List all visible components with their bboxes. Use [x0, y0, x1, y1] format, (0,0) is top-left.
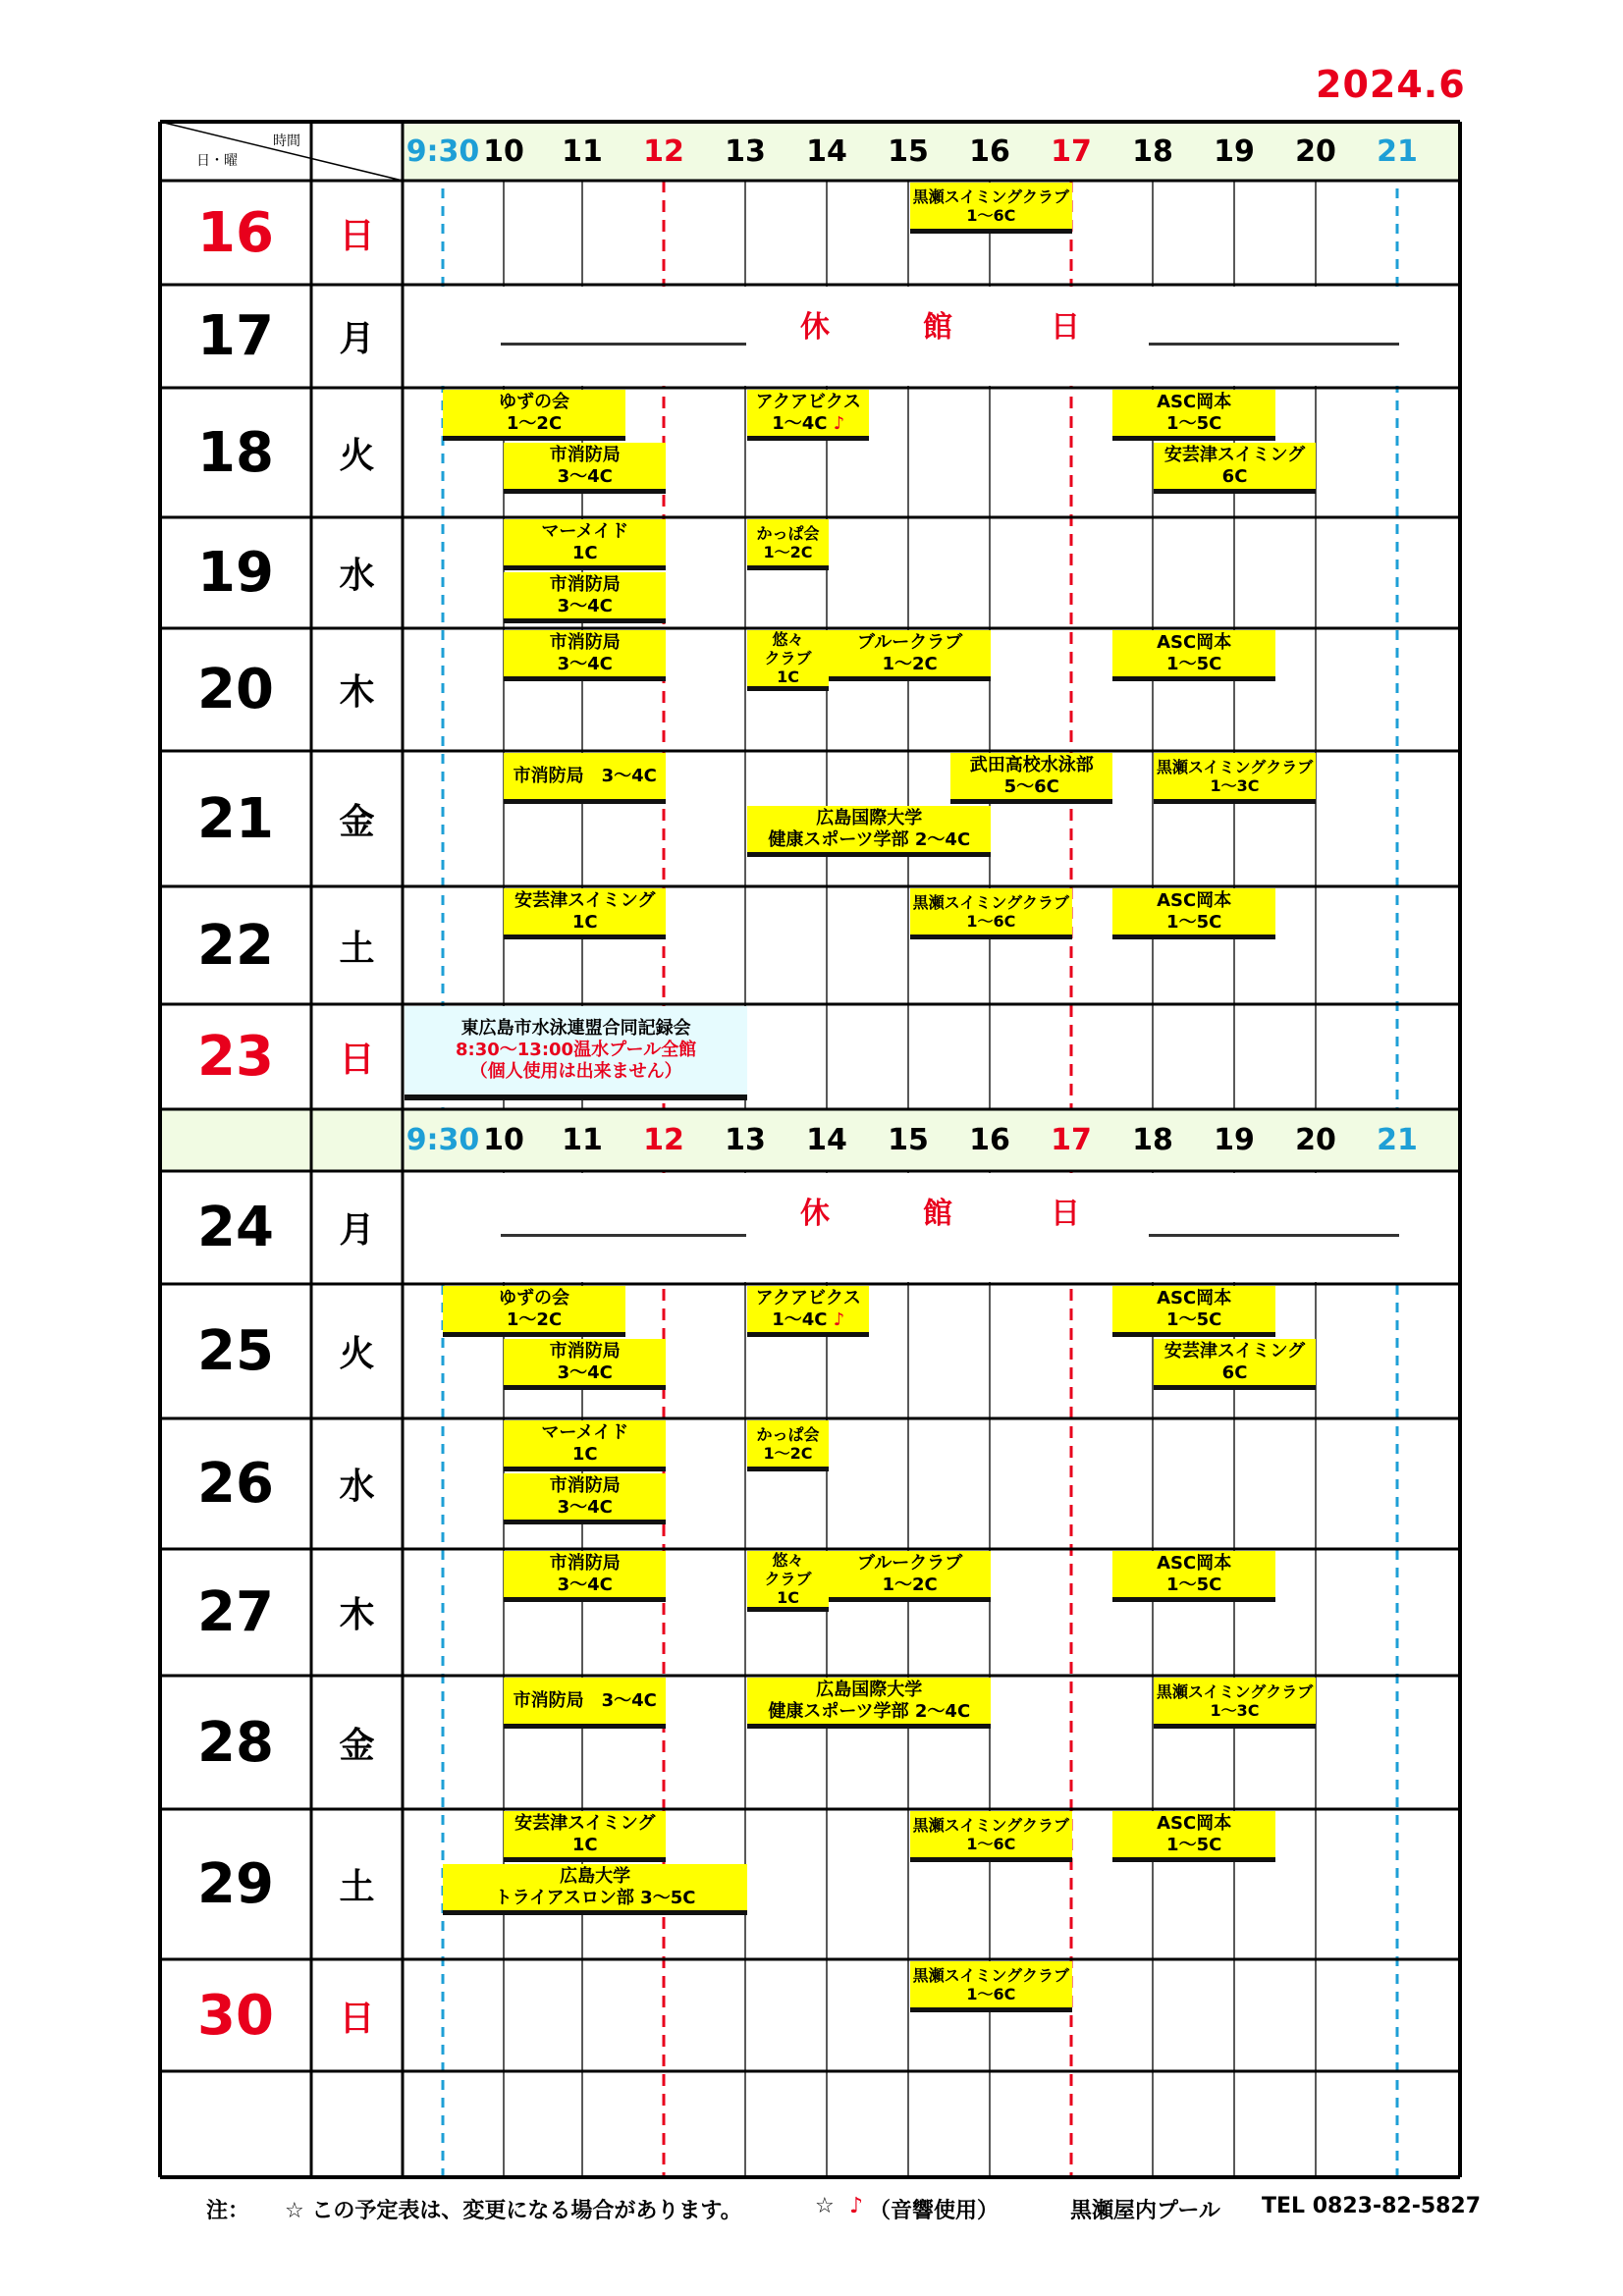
- event-text: 市消防局: [549, 1340, 621, 1362]
- event-text: 黒瀬スイミングクラブ: [1156, 757, 1314, 776]
- event-text: 広島大学: [560, 1865, 631, 1887]
- weekday-label: 水: [339, 1467, 375, 1507]
- hour-label-14: 14: [806, 133, 847, 169]
- event-text: 安芸津スイミング: [1163, 444, 1306, 465]
- event-text: ASC岡本: [1157, 631, 1232, 653]
- day-number: 21: [197, 786, 274, 851]
- event-text: 3～4C: [557, 1574, 613, 1595]
- event-text: 1～2C: [763, 542, 813, 561]
- hour-label-12: 12: [643, 133, 684, 169]
- event-text: ゆずの会: [499, 1287, 570, 1308]
- event-block: [747, 1551, 829, 1612]
- weekday-label: 金: [339, 801, 375, 842]
- footer-sound-star: ☆: [815, 2194, 835, 2218]
- event-text: 1～2C: [882, 1574, 938, 1595]
- day-number: 22: [197, 913, 274, 978]
- event-text: クラブ: [764, 649, 812, 667]
- page-title: 2024.6: [1316, 63, 1466, 106]
- event-block: [747, 1678, 991, 1729]
- event-text: 1C: [571, 1443, 598, 1465]
- event-text: 1～6C: [966, 1834, 1016, 1853]
- event-text: かっぱ会: [756, 523, 820, 543]
- event-block: [1154, 1339, 1316, 1390]
- event-text: 1～2C: [506, 412, 563, 434]
- day-number: 18: [197, 420, 274, 485]
- event-block: [910, 183, 1072, 234]
- day-number: 28: [197, 1710, 274, 1775]
- event-block: [1112, 1551, 1274, 1602]
- event-text: ASC岡本: [1157, 391, 1232, 412]
- day-number: 27: [197, 1580, 274, 1644]
- corner-day-label: 日・曜: [196, 153, 238, 169]
- event-block: [747, 630, 829, 691]
- event-text: 黒瀬スイミングクラブ: [912, 892, 1070, 912]
- event-text: （個人使用は出来ません）: [469, 1061, 682, 1082]
- corner-time-label: 時間: [273, 133, 300, 149]
- event-block: [504, 1551, 666, 1602]
- music-note-icon: ♪: [833, 1308, 845, 1330]
- hour-label-18: 18: [1132, 1123, 1173, 1157]
- event-block: [443, 390, 625, 441]
- hour-label-11: 11: [562, 1123, 603, 1157]
- hour-label-20: 20: [1295, 133, 1336, 169]
- event-text: 市消防局 3～4C: [513, 1689, 657, 1711]
- hour-label-21: 21: [1377, 1123, 1418, 1157]
- event-block: [829, 630, 991, 681]
- hour-label-13: 13: [725, 133, 766, 169]
- hour-label-11: 11: [562, 133, 603, 169]
- event-text: クラブ: [764, 1570, 812, 1588]
- weekday-label: 土: [339, 928, 375, 969]
- footer-sound-text: （音響使用）: [869, 2199, 1000, 2223]
- event-text: 3～4C: [557, 595, 613, 616]
- event-text: 悠々: [772, 630, 804, 649]
- event-text: 5～6C: [1003, 775, 1059, 797]
- weekday-label: 木: [339, 1595, 375, 1635]
- hour-label-21: 21: [1377, 133, 1418, 169]
- hour-label-13: 13: [725, 1123, 766, 1157]
- event-text: ASC岡本: [1157, 889, 1232, 911]
- hour-label-15: 15: [888, 133, 929, 169]
- event-text: 3～4C: [557, 1496, 613, 1518]
- event-text: 1～5C: [1166, 412, 1222, 434]
- event-block: [504, 1811, 666, 1862]
- event-block: [405, 1006, 747, 1100]
- event-block: [1112, 390, 1274, 441]
- day-number: 26: [197, 1452, 274, 1516]
- event-text: 6C: [1221, 1362, 1248, 1383]
- day-number: 24: [197, 1196, 274, 1259]
- day-number: 25: [197, 1319, 274, 1383]
- event-text: 市消防局: [549, 631, 621, 653]
- footer-note-text: ☆ この予定表は、変更になる場合があります。: [285, 2199, 742, 2223]
- closed-day-label: 日: [1051, 1197, 1080, 1231]
- event-text: 悠々: [772, 1551, 804, 1570]
- closed-day-label: 館: [923, 310, 952, 345]
- event-text: 1～6C: [966, 911, 1016, 931]
- event-block: [1154, 1678, 1316, 1729]
- closed-day-label: 館: [923, 1197, 952, 1231]
- event-text: 1～6C: [966, 1984, 1016, 2003]
- event-block: [504, 1420, 666, 1471]
- event-text: 1～2C: [882, 653, 938, 674]
- weekday-label: 木: [339, 672, 375, 713]
- weekday-label: 金: [339, 1725, 375, 1766]
- event-block: [829, 1551, 991, 1602]
- event-text: マーメイド: [541, 520, 629, 542]
- event-text: アクアビクス: [755, 391, 861, 412]
- weekday-label: 月: [339, 319, 375, 359]
- closed-day-label: 日: [1051, 310, 1080, 345]
- weekday-label: 火: [339, 1334, 375, 1374]
- event-text: 安芸津スイミング: [1163, 1340, 1306, 1362]
- event-block: [504, 888, 666, 939]
- weekday-label: 土: [339, 1867, 375, 1907]
- event-text: 広島国際大学: [816, 1679, 923, 1700]
- hour-label-19: 19: [1214, 1123, 1255, 1157]
- weekday-label: 火: [339, 435, 375, 476]
- event-text: 1～5C: [1166, 911, 1222, 933]
- event-block: [504, 1339, 666, 1390]
- event-block: [1154, 443, 1316, 494]
- event-block: [910, 1811, 1072, 1862]
- event-text: 黒瀬スイミングクラブ: [1156, 1682, 1314, 1701]
- event-block: [504, 1473, 666, 1524]
- event-text: 1～5C: [1166, 1574, 1222, 1595]
- event-text: 市消防局: [549, 1552, 621, 1574]
- event-text: ブルークラブ: [856, 631, 963, 653]
- event-block: [443, 1286, 625, 1337]
- event-text: マーメイド: [541, 1421, 629, 1443]
- event-text: 8:30～13:00温水プール全館: [456, 1040, 697, 1060]
- event-block: [504, 519, 666, 570]
- event-text: 3～4C: [557, 465, 613, 487]
- event-text: 黒瀬スイミングクラブ: [912, 187, 1070, 206]
- event-text: 市消防局 3～4C: [513, 765, 657, 786]
- hour-label-15: 15: [888, 1123, 929, 1157]
- weekday-label: 日: [339, 215, 375, 256]
- event-text: 3～4C: [557, 653, 613, 674]
- hour-label-16: 16: [969, 1123, 1010, 1157]
- closed-day-label: 休: [800, 1197, 830, 1231]
- weekday-label: 日: [339, 1040, 375, 1080]
- event-text: 6C: [1221, 465, 1248, 487]
- event-block: [747, 1286, 869, 1337]
- day-number: 23: [197, 1025, 274, 1089]
- event-text: 1C: [571, 1834, 598, 1855]
- event-text: 市消防局: [549, 444, 621, 465]
- event-text: 3～4C: [557, 1362, 613, 1383]
- event-text: 武田高校水泳部: [969, 754, 1094, 775]
- hour-label-16: 16: [969, 133, 1010, 169]
- day-number: 19: [197, 541, 274, 605]
- hour-label-20: 20: [1295, 1123, 1336, 1157]
- event-block: [504, 630, 666, 681]
- event-block: [504, 753, 666, 804]
- event-text: 1～2C: [763, 1443, 813, 1463]
- event-text: ブルークラブ: [856, 1552, 963, 1574]
- weekday-label: 月: [339, 1210, 375, 1251]
- event-text: ゆずの会: [499, 391, 570, 412]
- hour-label-10: 10: [483, 1123, 524, 1157]
- day-number: 16: [197, 200, 274, 265]
- event-block: [504, 1678, 666, 1729]
- event-text: 健康スポーツ学部 2～4C: [768, 1700, 971, 1722]
- event-text: ASC岡本: [1157, 1287, 1232, 1308]
- event-text: 東広島市水泳連盟合同記録会: [460, 1018, 691, 1039]
- day-number: 17: [197, 304, 274, 368]
- event-block: [504, 572, 666, 623]
- day-number: 30: [197, 1983, 274, 2048]
- event-text: 1C: [571, 542, 598, 563]
- event-text: 健康スポーツ学部 2～4C: [768, 828, 971, 850]
- day-number: 20: [197, 658, 274, 721]
- hour-label-17: 17: [1051, 1123, 1092, 1157]
- event-text: 1～2C: [506, 1308, 563, 1330]
- event-block: [747, 1420, 829, 1471]
- event-text: 黒瀬スイミングクラブ: [912, 1815, 1070, 1835]
- footer-note-label: 注：: [206, 2199, 250, 2223]
- event-block: [747, 519, 829, 570]
- event-text: 1～4C ♪: [772, 1308, 845, 1330]
- event-text: 1C: [777, 1588, 799, 1607]
- event-text: トライアスロン部 3～5C: [494, 1887, 696, 1908]
- music-note-icon: ♪: [833, 412, 845, 434]
- event-block: [747, 390, 869, 441]
- hour-label-17: 17: [1051, 133, 1092, 169]
- hour-label-12: 12: [643, 1123, 684, 1157]
- event-text: 1C: [777, 667, 799, 686]
- hour-label-14: 14: [806, 1123, 847, 1157]
- event-text: 1～6C: [966, 205, 1016, 225]
- hour-label-19: 19: [1214, 133, 1255, 169]
- event-text: 市消防局: [549, 573, 621, 595]
- event-block: [1112, 1286, 1274, 1337]
- event-block: [747, 806, 991, 857]
- event-text: 市消防局: [549, 1474, 621, 1496]
- footer-facility: 黒瀬屋内プール: [1070, 2199, 1220, 2223]
- event-text: 1～4C ♪: [772, 412, 845, 434]
- event-block: [910, 1961, 1072, 2012]
- event-text: 安芸津スイミング: [514, 1812, 656, 1834]
- event-text: 1～5C: [1166, 1834, 1222, 1855]
- event-text: 1～5C: [1166, 653, 1222, 674]
- event-text: 1～5C: [1166, 1308, 1222, 1330]
- event-block: [910, 888, 1072, 939]
- music-note-icon: ♪: [849, 2194, 864, 2218]
- day-number: 29: [197, 1852, 274, 1916]
- event-text: 1～3C: [1210, 775, 1260, 795]
- hour-label-10: 10: [483, 133, 524, 169]
- event-block: [443, 1864, 747, 1915]
- hour-label-9:30: 9:30: [406, 133, 480, 169]
- event-text: 安芸津スイミング: [514, 889, 656, 911]
- event-text: ASC岡本: [1157, 1812, 1232, 1834]
- event-text: ASC岡本: [1157, 1552, 1232, 1574]
- event-text: 1～3C: [1210, 1700, 1260, 1720]
- weekday-label: 水: [339, 556, 375, 596]
- event-text: 黒瀬スイミングクラブ: [912, 1965, 1070, 1985]
- event-block: [1112, 1811, 1274, 1862]
- event-block: [950, 753, 1112, 804]
- hour-label-18: 18: [1132, 133, 1173, 169]
- event-block: [1154, 753, 1316, 804]
- event-text: 1C: [571, 911, 598, 933]
- footer-tel: TEL 0823-82-5827: [1262, 2194, 1482, 2218]
- event-block: [504, 443, 666, 494]
- closed-day-label: 休: [800, 310, 830, 345]
- event-text: 広島国際大学: [816, 807, 923, 828]
- event-block: [1112, 888, 1274, 939]
- event-text: かっぱ会: [756, 1424, 820, 1444]
- event-block: [1112, 630, 1274, 681]
- footer: [206, 2194, 1483, 2227]
- weekday-label: 日: [339, 1998, 375, 2039]
- event-text: アクアビクス: [755, 1287, 861, 1308]
- hour-label-9:30: 9:30: [406, 1123, 480, 1157]
